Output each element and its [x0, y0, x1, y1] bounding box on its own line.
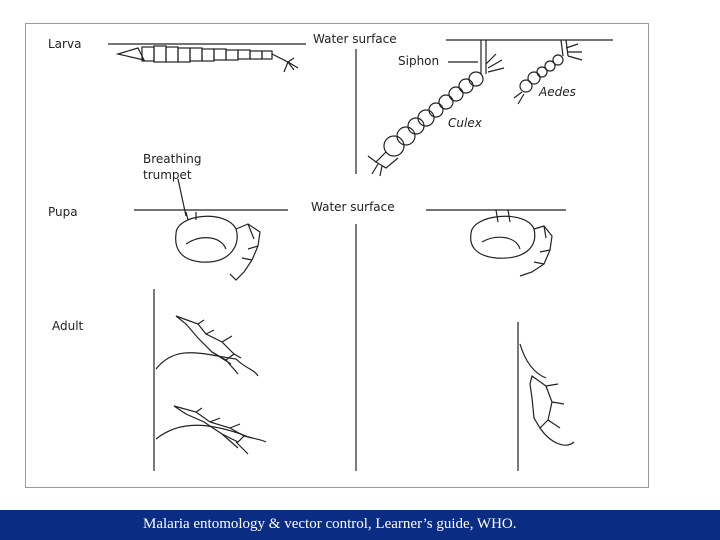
label-aedes: Aedes	[539, 85, 576, 99]
label-larva: Larva	[48, 37, 82, 51]
label-water-surface-middle: Water surface	[311, 200, 395, 214]
label-culex: Culex	[448, 116, 482, 130]
label-adult: Adult	[52, 319, 84, 333]
culicine-pupa-drawing	[471, 210, 552, 276]
footer-caption: Malaria entomology & vector control, Learner’s guide, WHO.	[143, 516, 517, 532]
mosquito-life-stages-figure	[25, 23, 649, 488]
label-breathing-trumpet: Breathing trumpet	[143, 152, 202, 183]
anopheles-larva-drawing	[118, 46, 298, 72]
label-siphon: Siphon	[398, 54, 440, 68]
anopheles-pupa-drawing	[176, 212, 260, 280]
label-pupa: Pupa	[48, 205, 78, 219]
anopheles-adult-upper-drawing	[156, 316, 258, 376]
anopheles-adult-lower-drawing	[156, 406, 266, 454]
label-water-surface-top: Water surface	[313, 32, 397, 46]
culicine-adult-drawing	[520, 344, 574, 445]
